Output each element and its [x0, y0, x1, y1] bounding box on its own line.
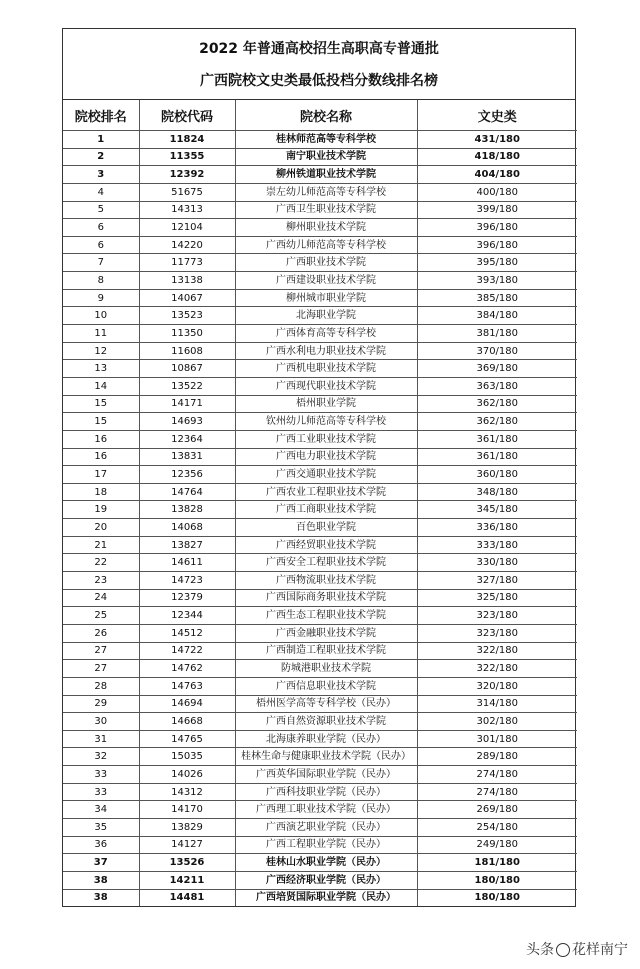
code-cell: 12344	[139, 607, 235, 625]
score-cell: 180/180	[417, 889, 577, 906]
name-cell: 广西制造工程职业技术学院	[235, 642, 417, 660]
table-row	[63, 854, 577, 872]
table-row	[63, 377, 577, 395]
code-cell: 15035	[139, 748, 235, 766]
score-cell: 249/180	[417, 836, 577, 854]
name-cell: 广西工业职业技术学院	[235, 430, 417, 448]
score-cell: 381/180	[417, 325, 577, 343]
rank-cell: 28	[63, 677, 139, 695]
table-row	[63, 536, 577, 554]
table-row	[63, 272, 577, 290]
name-cell: 梧州医学高等专科学校（民办）	[235, 695, 417, 713]
rank-cell: 27	[63, 642, 139, 660]
rank-cell: 5	[63, 201, 139, 219]
name-cell: 崇左幼儿师范高等专科学校	[235, 183, 417, 201]
code-cell: 13831	[139, 448, 235, 466]
score-cell: 325/180	[417, 589, 577, 607]
code-cell: 13523	[139, 307, 235, 325]
rank-cell: 33	[63, 766, 139, 784]
name-cell: 广西培贤国际职业学院（民办）	[235, 889, 417, 906]
rank-cell: 11	[63, 325, 139, 343]
name-cell: 广西经济职业学院（民办）	[235, 871, 417, 889]
score-cell: 327/180	[417, 572, 577, 590]
name-cell: 广西农业工程职业技术学院	[235, 483, 417, 501]
rank-cell: 27	[63, 660, 139, 678]
name-cell: 北海职业学院	[235, 307, 417, 325]
code-cell: 13828	[139, 501, 235, 519]
code-cell: 13522	[139, 377, 235, 395]
code-cell: 14171	[139, 395, 235, 413]
rank-cell: 35	[63, 818, 139, 836]
name-cell: 钦州幼儿师范高等专科学校	[235, 413, 417, 431]
code-cell: 14694	[139, 695, 235, 713]
name-cell: 广西工商职业技术学院	[235, 501, 417, 519]
table-row	[63, 871, 577, 889]
code-cell: 12356	[139, 466, 235, 484]
score-cell: 400/180	[417, 183, 577, 201]
at-icon	[556, 943, 570, 957]
score-cell: 348/180	[417, 483, 577, 501]
table-row	[63, 818, 577, 836]
code-cell: 12379	[139, 589, 235, 607]
name-cell: 广西工程职业学院（民办）	[235, 836, 417, 854]
name-cell: 广西交通职业技术学院	[235, 466, 417, 484]
score-cell: 289/180	[417, 748, 577, 766]
rank-cell: 23	[63, 572, 139, 590]
rank-cell: 21	[63, 536, 139, 554]
code-cell: 13526	[139, 854, 235, 872]
score-cell: 369/180	[417, 360, 577, 378]
table-row	[63, 660, 577, 678]
rank-cell: 17	[63, 466, 139, 484]
code-cell: 14668	[139, 713, 235, 731]
table-row	[63, 572, 577, 590]
code-cell: 11773	[139, 254, 235, 272]
code-cell: 13827	[139, 536, 235, 554]
table-row	[63, 201, 577, 219]
rank-cell: 15	[63, 395, 139, 413]
table-row	[63, 624, 577, 642]
name-cell: 南宁职业技术学院	[235, 148, 417, 166]
table-row	[63, 748, 577, 766]
header-score: 文史类	[417, 100, 577, 131]
table-row	[63, 554, 577, 572]
rank-cell: 10	[63, 307, 139, 325]
title-block	[63, 29, 575, 100]
table-row	[63, 713, 577, 731]
table-row	[63, 166, 577, 184]
code-cell: 14763	[139, 677, 235, 695]
score-cell: 362/180	[417, 395, 577, 413]
score-cell: 302/180	[417, 713, 577, 731]
rank-cell: 37	[63, 854, 139, 872]
score-cell: 396/180	[417, 219, 577, 237]
name-cell: 广西演艺职业学院（民办）	[235, 818, 417, 836]
score-cell: 301/180	[417, 730, 577, 748]
rank-cell: 22	[63, 554, 139, 572]
code-cell: 14693	[139, 413, 235, 431]
rank-cell: 29	[63, 695, 139, 713]
name-cell: 广西英华国际职业学院（民办）	[235, 766, 417, 784]
score-cell: 362/180	[417, 413, 577, 431]
rank-cell: 34	[63, 801, 139, 819]
code-cell: 14170	[139, 801, 235, 819]
score-cell: 323/180	[417, 624, 577, 642]
code-cell: 14611	[139, 554, 235, 572]
code-cell: 11824	[139, 131, 235, 149]
header-code: 院校代码	[139, 100, 235, 131]
code-cell: 11608	[139, 342, 235, 360]
name-cell: 防城港职业技术学院	[235, 660, 417, 678]
score-cell: 399/180	[417, 201, 577, 219]
rank-cell: 38	[63, 889, 139, 906]
rank-cell: 6	[63, 236, 139, 254]
rank-cell: 14	[63, 377, 139, 395]
score-cell: 322/180	[417, 660, 577, 678]
table-row	[63, 448, 577, 466]
score-cell: 274/180	[417, 783, 577, 801]
rank-cell: 8	[63, 272, 139, 290]
name-cell: 梧州职业学院	[235, 395, 417, 413]
name-cell: 广西机电职业技术学院	[235, 360, 417, 378]
score-cell: 363/180	[417, 377, 577, 395]
rank-cell: 18	[63, 483, 139, 501]
table-row	[63, 289, 577, 307]
header-name: 院校名称	[235, 100, 417, 131]
name-cell: 广西卫生职业技术学院	[235, 201, 417, 219]
table-row	[63, 589, 577, 607]
code-cell: 10867	[139, 360, 235, 378]
table-row	[63, 642, 577, 660]
rank-cell: 19	[63, 501, 139, 519]
name-cell: 广西金融职业技术学院	[235, 624, 417, 642]
code-cell: 14762	[139, 660, 235, 678]
code-cell: 14068	[139, 519, 235, 537]
watermark-prefix: 头条	[526, 942, 554, 958]
title-line-1: 2022 年普通高校招生高职高专普通批	[199, 41, 439, 57]
name-cell: 广西信息职业技术学院	[235, 677, 417, 695]
name-cell: 广西经贸职业技术学院	[235, 536, 417, 554]
code-cell: 12364	[139, 430, 235, 448]
rank-cell: 7	[63, 254, 139, 272]
table-row	[63, 677, 577, 695]
score-cell: 254/180	[417, 818, 577, 836]
table-row	[63, 730, 577, 748]
rank-cell: 2	[63, 148, 139, 166]
code-cell: 11350	[139, 325, 235, 343]
rank-cell: 13	[63, 360, 139, 378]
code-cell: 14765	[139, 730, 235, 748]
table-row	[63, 501, 577, 519]
rank-cell: 6	[63, 219, 139, 237]
name-cell: 桂林山水职业学院（民办）	[235, 854, 417, 872]
code-cell: 14481	[139, 889, 235, 906]
name-cell: 广西国际商务职业技术学院	[235, 589, 417, 607]
rank-cell: 3	[63, 166, 139, 184]
code-cell: 14312	[139, 783, 235, 801]
score-cell: 360/180	[417, 466, 577, 484]
score-cell: 361/180	[417, 448, 577, 466]
rank-cell: 1	[63, 131, 139, 149]
name-cell: 广西水利电力职业技术学院	[235, 342, 417, 360]
title-line-2: 广西院校文史类最低投档分数线排名榜	[200, 73, 438, 89]
score-cell: 322/180	[417, 642, 577, 660]
code-cell: 14067	[139, 289, 235, 307]
table-body	[63, 131, 577, 907]
table-row	[63, 766, 577, 784]
table-row	[63, 325, 577, 343]
code-cell: 14512	[139, 624, 235, 642]
table-row	[63, 254, 577, 272]
header-rank: 院校排名	[63, 100, 139, 131]
code-cell: 11355	[139, 148, 235, 166]
score-cell: 418/180	[417, 148, 577, 166]
name-cell: 广西物流职业技术学院	[235, 572, 417, 590]
score-cell: 330/180	[417, 554, 577, 572]
table-row	[63, 836, 577, 854]
score-cell: 361/180	[417, 430, 577, 448]
rank-cell: 26	[63, 624, 139, 642]
code-cell: 12392	[139, 166, 235, 184]
code-cell: 12104	[139, 219, 235, 237]
rank-cell: 24	[63, 589, 139, 607]
table-row	[63, 783, 577, 801]
table-row	[63, 889, 577, 906]
rank-cell: 36	[63, 836, 139, 854]
table-row	[63, 360, 577, 378]
name-cell: 广西体育高等专科学校	[235, 325, 417, 343]
table-row	[63, 519, 577, 537]
table-row	[63, 430, 577, 448]
table-row	[63, 801, 577, 819]
rank-cell: 20	[63, 519, 139, 537]
code-cell: 14723	[139, 572, 235, 590]
rank-cell: 16	[63, 448, 139, 466]
code-cell: 51675	[139, 183, 235, 201]
score-cell: 333/180	[417, 536, 577, 554]
name-cell: 广西职业技术学院	[235, 254, 417, 272]
rank-cell: 4	[63, 183, 139, 201]
name-cell: 广西自然资源职业技术学院	[235, 713, 417, 731]
table-row	[63, 695, 577, 713]
name-cell: 桂林师范高等专科学校	[235, 131, 417, 149]
name-cell: 广西现代职业技术学院	[235, 377, 417, 395]
rank-cell: 30	[63, 713, 139, 731]
score-cell: 404/180	[417, 166, 577, 184]
code-cell: 14127	[139, 836, 235, 854]
name-cell: 广西理工职业技术学院（民办）	[235, 801, 417, 819]
name-cell: 百色职业学院	[235, 519, 417, 537]
table-row	[63, 395, 577, 413]
ranking-table	[63, 100, 577, 906]
name-cell: 北海康养职业学院（民办）	[235, 730, 417, 748]
table-row	[63, 148, 577, 166]
table-row	[63, 307, 577, 325]
score-cell: 274/180	[417, 766, 577, 784]
code-cell: 14026	[139, 766, 235, 784]
score-cell: 336/180	[417, 519, 577, 537]
score-cell: 323/180	[417, 607, 577, 625]
table-row	[63, 219, 577, 237]
watermark-handle: 花样南宁	[572, 942, 628, 958]
score-cell: 384/180	[417, 307, 577, 325]
score-cell: 385/180	[417, 289, 577, 307]
code-cell: 14220	[139, 236, 235, 254]
table-row	[63, 607, 577, 625]
score-cell: 320/180	[417, 677, 577, 695]
name-cell: 广西生态工程职业技术学院	[235, 607, 417, 625]
table-row	[63, 236, 577, 254]
name-cell: 广西建设职业技术学院	[235, 272, 417, 290]
score-cell: 345/180	[417, 501, 577, 519]
code-cell: 14211	[139, 871, 235, 889]
code-cell: 14313	[139, 201, 235, 219]
table-row	[63, 131, 577, 149]
name-cell: 广西电力职业技术学院	[235, 448, 417, 466]
rank-cell: 12	[63, 342, 139, 360]
name-cell: 桂林生命与健康职业技术学院（民办）	[235, 748, 417, 766]
score-cell: 180/180	[417, 871, 577, 889]
table-header-row	[63, 100, 577, 131]
score-cell: 393/180	[417, 272, 577, 290]
code-cell: 14722	[139, 642, 235, 660]
rank-cell: 9	[63, 289, 139, 307]
score-cell: 269/180	[417, 801, 577, 819]
code-cell: 13138	[139, 272, 235, 290]
watermark	[526, 939, 628, 959]
score-cell: 370/180	[417, 342, 577, 360]
rank-cell: 33	[63, 783, 139, 801]
score-cell: 431/180	[417, 131, 577, 149]
rank-cell: 15	[63, 413, 139, 431]
ranking-sheet	[62, 28, 576, 907]
rank-cell: 38	[63, 871, 139, 889]
rank-cell: 32	[63, 748, 139, 766]
score-cell: 181/180	[417, 854, 577, 872]
name-cell: 广西安全工程职业技术学院	[235, 554, 417, 572]
score-cell: 314/180	[417, 695, 577, 713]
table-row	[63, 342, 577, 360]
name-cell: 柳州职业技术学院	[235, 219, 417, 237]
rank-cell: 25	[63, 607, 139, 625]
table-row	[63, 183, 577, 201]
table-row	[63, 466, 577, 484]
code-cell: 14764	[139, 483, 235, 501]
table-row	[63, 483, 577, 501]
name-cell: 广西科技职业学院（民办）	[235, 783, 417, 801]
table-row	[63, 413, 577, 431]
name-cell: 广西幼儿师范高等专科学校	[235, 236, 417, 254]
name-cell: 柳州城市职业学院	[235, 289, 417, 307]
score-cell: 395/180	[417, 254, 577, 272]
score-cell: 396/180	[417, 236, 577, 254]
rank-cell: 31	[63, 730, 139, 748]
rank-cell: 16	[63, 430, 139, 448]
name-cell: 柳州铁道职业技术学院	[235, 166, 417, 184]
code-cell: 13829	[139, 818, 235, 836]
